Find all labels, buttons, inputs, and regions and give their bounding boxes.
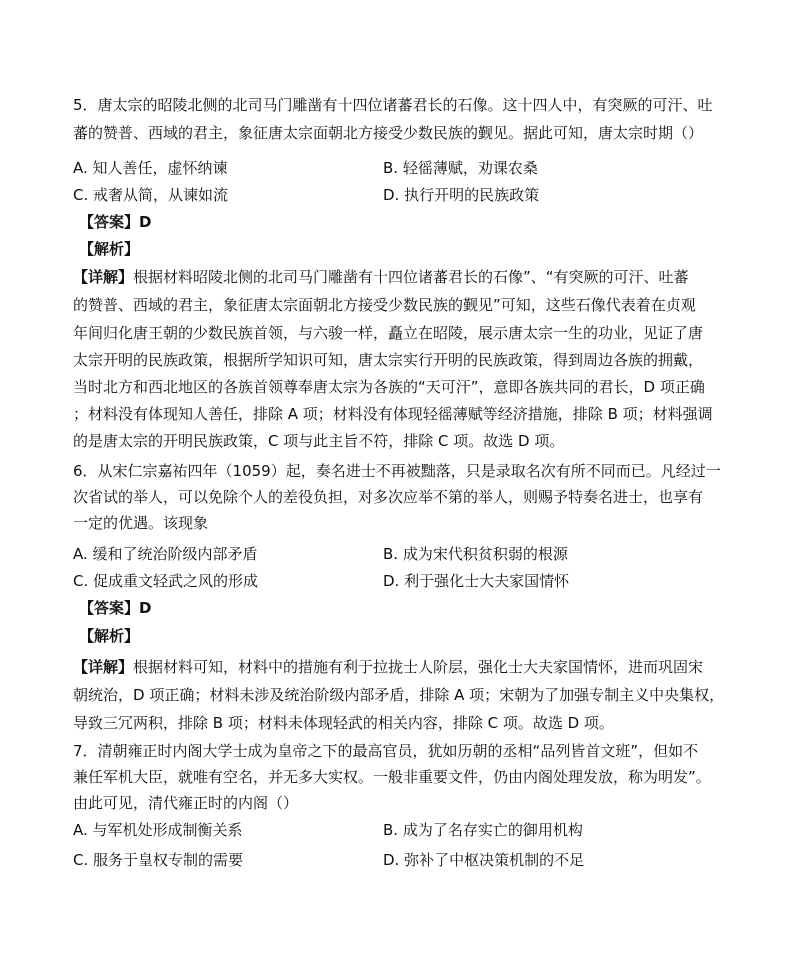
q5-detail-line-7: 的是唐太宗的开明民族政策，C 项与此主旨不符，排除 C 项。故选 D 项。 — [73, 432, 565, 450]
q6-option-d: D. 利于强化士大夫家国情怀 — [383, 572, 570, 590]
q6-option-a: A. 缓和了统治阶级内部矛盾 — [73, 545, 258, 563]
q6-analysis-label: 【解析】 — [79, 627, 140, 645]
q6-option-b: B. 成为宋代积贫积弱的根源 — [383, 545, 568, 563]
q7-option-b: B. 成为了名存实亡的御用机构 — [383, 821, 583, 839]
q6-answer-value: D — [139, 599, 152, 617]
q5-answer-label: 【答案】 — [79, 213, 140, 231]
q5-stem-line-1: 5．唐太宗的昭陵北侧的北司马门雕凿有十四位诸蕃君长的石像。这十四人中，有突厥的可汗、吐 — [73, 96, 713, 114]
q6-answer — [79, 598, 151, 618]
q7-stem-line-1: 7．清朝雍正时内阁大学士成为皇帝之下的最高官员，犹如历朝的丞相“品列皆首文班”，但如不 — [73, 742, 699, 760]
q5-detail-line-1 — [73, 267, 689, 287]
q7-option-d: D. 弥补了中枢决策机制的不足 — [383, 851, 585, 869]
q6-stem-line-3: 一定的优遇。该现象 — [73, 514, 209, 532]
q5-answer — [79, 212, 151, 232]
q5-detail-line-3: 年间归化唐王朝的少数民族首领，与六骏一样，矗立在昭陵，展示唐太宗一生的功业，见证了唐 — [73, 324, 704, 342]
q5-answer-value: D — [139, 213, 152, 231]
q5-option-c: C. 戒奢从简，从谏如流 — [73, 186, 229, 204]
q5-option-b: B. 轻徭薄赋，劝课农桑 — [383, 159, 538, 177]
q5-detail-text-1: 根据材料昭陵北侧的北司马门雕凿有十四位诸蕃君长的石像”、“有突厥的可汗、吐蕃 — [133, 268, 689, 286]
q5-detail-line-5: 当时北方和西北地区的各族首领尊奉唐太宗为各族的“天可汗”，意即各族共同的君长，D 项正确 — [73, 378, 705, 396]
q5-detail-line-2: 的赞普、西域的君主，象征唐太宗面朝北方接受少数民族的觐见”可知，这些石像代表着在贞观 — [73, 296, 696, 314]
q6-detail-text-1: 根据材料可知，材料中的措施有利于拉拢士人阶层，强化士大夫家国情怀，进而巩固宋 — [133, 658, 704, 676]
q7-option-c: C. 服务于皇权专制的需要 — [73, 851, 244, 869]
q7-stem-line-3: 由此可见，清代雍正时的内阁（） — [73, 794, 299, 812]
q6-stem-line-2: 次省试的举人，可以免除个人的差役负担，对多次应举不第的举人，则赐予特奏名进士，也享有 — [73, 488, 704, 506]
q5-option-d: D. 执行开明的民族政策 — [383, 186, 540, 204]
q6-detail-line-1 — [73, 657, 703, 677]
q5-detail-line-6: ；材料没有体现知人善任，排除 A 项；材料没有体现轻徭薄赋等经济措施，排除 B 项；材料强调 — [73, 405, 713, 423]
q6-detail-line-3: 导致三冗两积，排除 B 项；材料未体现轻武的相关内容，排除 C 项。故选 D 项。 — [73, 714, 614, 732]
q6-detail-label: 【详解】 — [73, 658, 134, 676]
q6-detail-line-2: 朝统治，D 项正确；材料未涉及统治阶级内部矛盾，排除 A 项；宋朝为了加强专制主义中央集权， — [73, 686, 725, 704]
q7-stem-line-2: 兼任军机大臣，就唯有空名，并无多大实权。一般非重要文件，仍由内阁处理发放，称为明发”。 — [73, 768, 711, 786]
q5-stem-line-2: 蕃的赞普、西域的君主，象征唐太宗面朝北方接受少数民族的觐见。据此可知，唐太宗时期（） — [73, 124, 704, 142]
q5-detail-label: 【详解】 — [73, 268, 134, 286]
q6-answer-label: 【答案】 — [79, 599, 140, 617]
q6-stem-line-1: 6．从宋仁宗嘉祐四年（1059）起，奏名进士不再被黜落，只是录取名次有所不同而已。凡经过一 — [73, 462, 721, 480]
q5-detail-line-4: 太宗开明的民族政策，根据所学知识可知，唐太宗实行开明的民族政策，得到周边各族的拥戴， — [73, 351, 704, 369]
q5-analysis-label: 【解析】 — [79, 240, 140, 258]
q6-option-c: C. 促成重文轻武之风的形成 — [73, 572, 259, 590]
q7-option-a: A. 与军机处形成制衡关系 — [73, 821, 243, 839]
q5-option-a: A. 知人善任，虚怀纳谏 — [73, 159, 228, 177]
